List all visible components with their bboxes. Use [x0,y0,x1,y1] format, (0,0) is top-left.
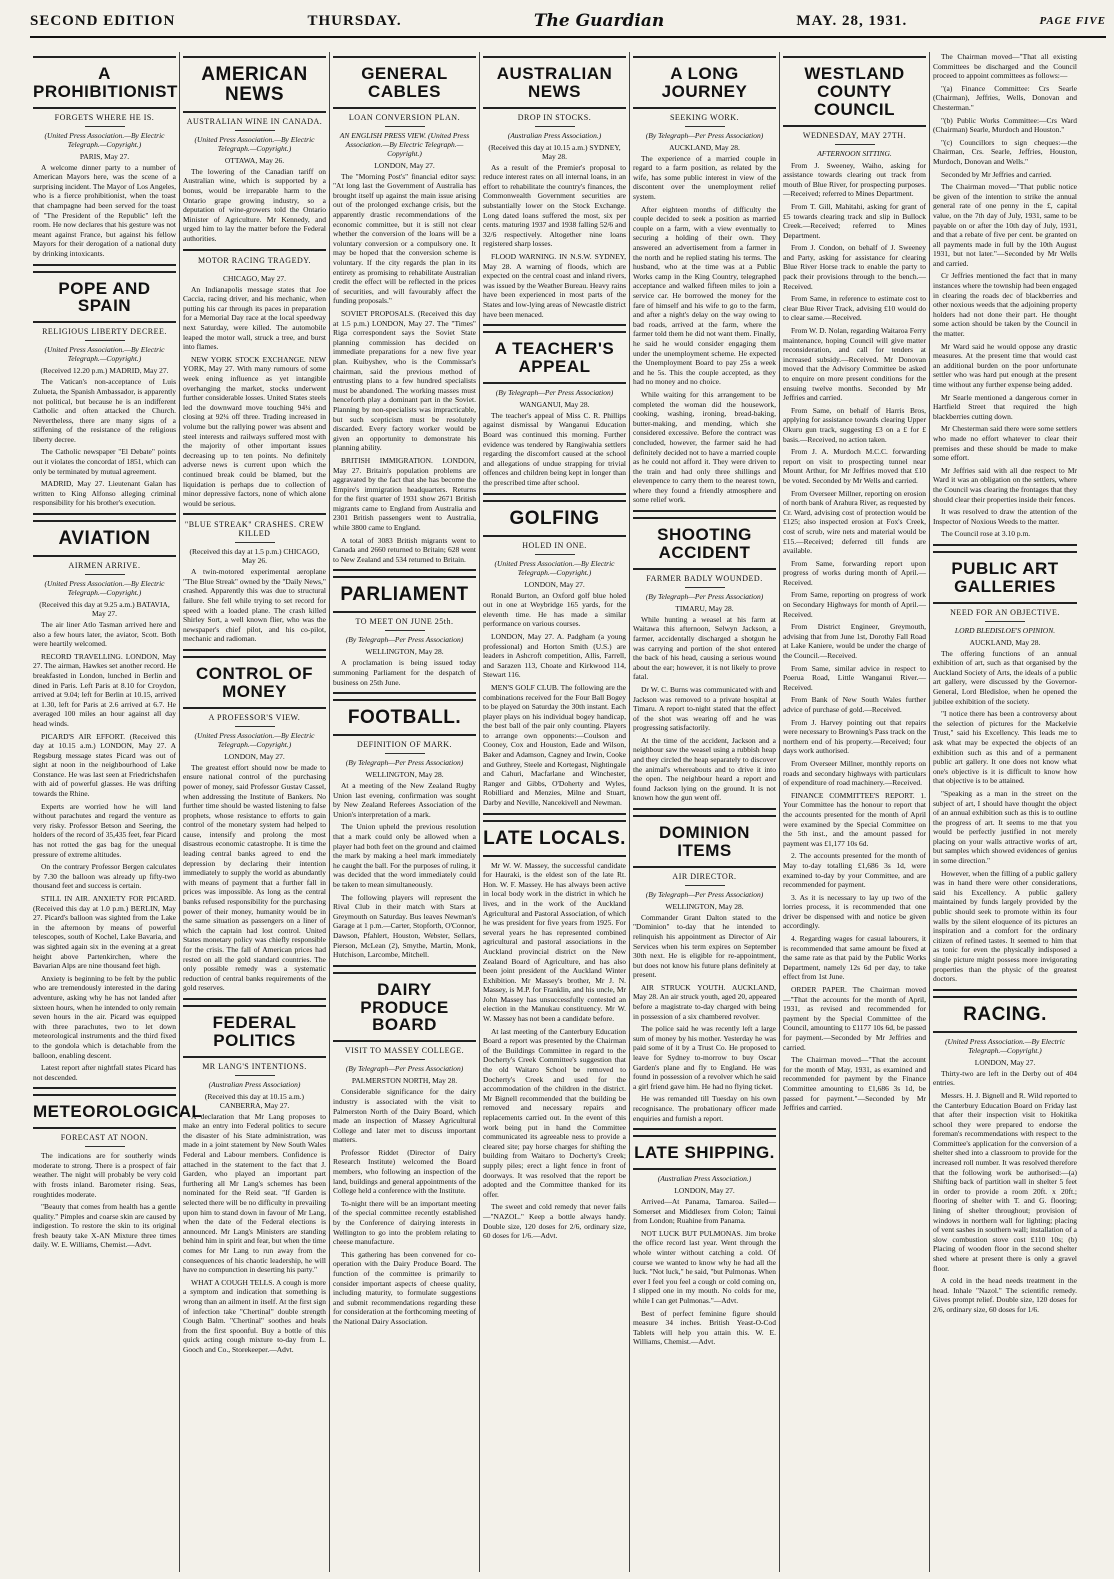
article [483,493,626,808]
short-rule [385,753,425,754]
article-subhead: A PROFESSOR'S VIEW. [208,712,301,722]
article-paragraph: The Chairman moved—"That the account for the month of May, 1931, as examined and recommended for payment by the Finance Committee amounting to £1,686 3s 1d, be passed for payment."—Seconded by Mr Jeffries and carried. [783,1055,926,1113]
article-paragraph: The following players will represent the Rival Club in their match with Stars at Greymouth on Saturday. Bus leaves Newman's Garage at 1 p.m.—Carter, Stopforth, O'Connor, Dawson, Pfahlert, Houston, Webster, Sellars, Pierson, McLean (2), Smythe, Martin, Monk, Hutchison, Larcombe, Mitchell. [333,892,476,960]
headline-box [183,656,326,709]
dateline: WELLINGTON, May 28. [665,901,744,911]
headline-box [633,1135,776,1170]
article-paragraph: A twin-motored experimental aeroplane "The Blue Streak" owned by the "Daily News," crashed. Apparently this was due to structural failure. She fell while trying to set record for speed with a loaded plane. The crash killed Shirley Sort, a well known flier, who was the newspaper's chief pilot, and his co-pilot, mechanic and radioman. [183,567,326,644]
article-paragraph: The offering functions of an annual exhibition of art, such as that organised by the Auckland Society of Arts, the ideals of a public art gallery, were discussed by the Governor-General, Lord Bledisloe, when he opened the jubilee exhibition of the society. [933,648,1077,706]
headline-box [33,1094,203,1129]
article-paragraph: Dr W. C. Burns was communicated with and Jackson was removed to a private hospital at Timaru. A report to-night stated that the effect of the shot was wearing off and he was progressing satisfactorily. [633,684,776,733]
headline-box [333,56,476,109]
article-subhead: LOAN CONVERSION PLAN. [348,112,461,122]
press-credit: (By Telegraph—Per Press Association) [645,130,764,140]
article-subhead: SEEKING WORK. [669,112,739,122]
article-paragraph: The indications are for southerly winds moderate to strong. There is a prospect of fair weather. The night will probably be very cold with frosts inland. Barometer rising. Seas, roughtides moderate. [33,1151,176,1199]
article [933,52,1077,539]
article-divider [933,544,1077,546]
press-credit: AN ENGLISH PRESS VIEW. (United Press Association.—By Electric Telegraph.—Copyright.) [339,130,470,158]
short-rule [685,587,725,588]
article-subhead: VISIT TO MASSEY COLLEGE. [344,1046,465,1056]
article [633,56,776,505]
article [183,513,326,644]
article-divider [483,493,626,495]
article [333,965,476,1327]
article-paragraph: FLOOD WARNING. IN N.S.W. SYDNEY, May 28. A warning of floods, which are expected on the central coast and inland rivers, was issued by the Weather Bureau. Heavy rains have been experienced in most parts of the States and low-lying areas of Newcastle district have been menaced. [483,252,626,319]
article-paragraph: 4. Regarding wages for casual labourers, it is recommended that same amount be fixed at the same rate as that paid by the Public Works Department, namely 12s 6d per day, to take effect from 1st June. [783,934,926,982]
short-rule [385,1059,425,1060]
article-paragraph: While hunting a weasel at his farm at Waitawa this afternoon, Selwyn Jackson, a farmer, accidentally discharged a shotgun he was carrying and portion of the shot entered the back of his head, causing a serious wound about the ear; however, it is not likely to prove fatal. [633,614,776,682]
article-subhead: HOLED IN ONE. [522,540,587,550]
article [183,998,326,1355]
article-paragraph: 2. The accounts presented for the month of May to-day totalling £1,686 3s 1d, were examined to-day by your Committee, and are recommended for payment. [783,851,926,890]
article-paragraph: Professor Riddet (Director of Dairy Research Institute) welcomed the Board members, who following an inspection of the land, buildings and general appointments of the College held a conference with the Institute. [333,1147,476,1196]
article-paragraph: From Overseer Millner, monthly reports on roads and secondary highways with particulars of expenditure of road machinery.—Received. [783,758,926,788]
article-paragraph: From J. Condon, on behalf of J. Sweeney and Party, asking for assistance for clearing Blue River Horse track to enable the party to pack their provisions through to the bench.—Received. [783,243,926,291]
day-label: THURSDAY. [307,12,402,29]
headline-box [633,815,776,868]
article-paragraph: ORDER PAPER. The Chairman moved—"That the accounts for the month of April, 1931, as revised and recommended for payment by the Special Committee of the Council, amounting to £1177 10s 6d, be passed for payment.—Seconded by Mr Jeffries and carried. [783,985,926,1052]
short-rule [385,630,425,631]
press-credit: (United Press Association.—By Electric Telegraph.—Copyright.) [194,730,315,749]
article-paragraph: NOT LUCK BUT PULMONAS. Jim broke the office record last year. Went through the whole winter without catching a cold. Of course we wanted to know why he had all the luck. "Not luck," he said, "but Pulmonas. When ever I feel you feel a cough or cold coming on, I slipped one in my mouth. No colds for me, while I can get Pulmonas."—Advt. [633,1228,776,1305]
article-paragraph: Mr W. W. Massey, the successful candidate for Hauraki, is the eldest son of the late Rt. Hon. W. F. Massey. He has always been active in local body work in the district in which he lives, and in the work of the Auckland Agricultural and Pastoral Association, of which he was president for five years from 1925. For several years he has represented combined agricultural and pastoral associations in the Auckland provincial district on the New Zealand Board of Agriculture, and has also been joint president of the Auckland Winter Exhibition. Mr Massey's brother, Mr J. N. Massey, is M.P. for Franklin, and his uncle, Mr John Massey has unsuccessfully contested an election in the Manukau constituency. Mr W. W. Massey has not been a candidate before. [483,860,626,1024]
dateline: LONDON, May 27. [674,1186,735,1196]
dateline: LONDON, May 27. [974,1057,1036,1067]
article [33,56,176,259]
article [333,692,476,960]
article-paragraph: At a meeting of the New Zealand Rugby Union last evening, confirmation was sought by New Zealand Referees Association of the Union's interpretation of a mark. [333,781,476,819]
press-credit: LORD BLEDISLOE'S OPINION. [954,625,1056,635]
press-credit: (Australian Press Association.) [507,130,602,140]
article-paragraph: From Same, reporting on progress of work on Secondary Highways for month of April.—Received. [783,590,926,619]
press-credit: (By Telegraph—Per Press Association) [345,635,464,645]
article-paragraph: From District Engineer, Greymouth, advising that from June 1st, Dorothy Fall Road at Lake Kaniere, would be under the charge of the Council.—Received. [783,622,926,661]
article-subhead: DROP IN STOCKS. [517,112,592,122]
dateline: (Received this day at 10.15 a.m.) SYDNEY, May 28. [488,142,621,161]
newspaper-title: The Guardian [533,11,665,31]
article-paragraph: The Union upheld the previous resolution that a mark could only be allowed when a player had both feet on the ground and claimed the mark by making a heel mark immediately he caught the ball. For the purposes of ruling, it was decided that the word immediately could be taken to mean simultaneously. [333,822,476,890]
dateline: AUCKLAND, May 28. [969,637,1041,647]
article-headline: DOMINION ITEMS [659,823,750,860]
article-subhead: AIR DIRECTOR. [672,871,737,881]
article-paragraph: The "Morning Post's" financial editor says: "At long last the Government of Australia has brought itself up against the main issue arising out of the prolonged exchange crisis, but the apparently drastic recommendations of the economic committee, but it is still not clear whether the conversion of the loans will be a voluntary conversion or a compulsory one. It may be hoped that the conversion scheme is voluntary. If the city regards the plan in its entirety as promising to rehabilitate Australian credit the effect will be reflected in the prices of securities, and will favourably affect the funding proposals." [333,171,476,306]
article-paragraph: "I notice there has been a controversy about the selection of pictures for the Mackelvie Trust," said his Excellency. This leads me to ask what may be expected the objects of an exhibition such as this and of a permanent public art gallery. It one does not know what one's objective is it is difficult to know how that objective is to be attained. [933,709,1077,786]
headline-box [633,517,776,570]
article-paragraph: MADRID, May 27. Lieutenant Galan has written to King Alfonso alleging criminal responsibility for his brother's execution. [33,479,176,508]
headline-box [483,500,626,537]
press-credit: (United Press Association.—By Electric Telegraph.—Copyright.) [494,558,615,577]
article-paragraph: Best of perfect feminine figure should measure 34 inches. British Yeast-O-Cod Tablets will help you attain this. W. E. Williams, Chemist.—Advt. [633,1308,776,1347]
article-divider [183,249,326,251]
article-headline: LATE LOCALS. [483,827,626,849]
press-credit: (By Telegraph—Per Press Association) [645,591,764,601]
article-paragraph: AIR STRUCK YOUTH. AUCKLAND, May 28. An air struck youth, aged 20, appeared before a magistrate to-day charged with being in possession of a six chambered revolver. [633,982,776,1021]
article-headline: AUSTRALIAN NEWS [496,64,613,101]
article-paragraph: Arrived—At Panama, Tamaroa. Sailed—Somerset and Middlesex from Colon; Tainui from London; Ruahine from Panama. [633,1197,776,1226]
dateline: WELLINGTON, May 28. [365,647,444,657]
headline-box [783,56,926,127]
article-headline: GOLFING [509,507,600,529]
article-paragraph: He was remanded till Tuesday on his own recognisance. The probationary officer made enquiries and furnish a report. [633,1094,776,1123]
article-paragraph: As a result of the Premier's proposal to reduce interest rates on all internal loans, in an effort to rehabilitate the country's finances, the Commonwealth Government securities are substantially lower on the Stock Exchange. Long dated loans suffered the most, six per cents. maturing 1937 and 1938 falling 52/6 and 32/6 respectively. Altogether nine loans registered sharp losses. [483,162,626,249]
article-paragraph: While waiting for this arrangement to be completed the woman did the housework, cooking, washing, ironing, bread-baking, butter-making, and mending, which she considered excessive. Before the contract was concluded, however, the farmer said he had definitely decided not to have a married couple as he could not afford it. They were driven to the train and had only three shillings and elevenpence to carry them to the nearest town, where they found a friendly atmosphere and some relief work. [633,389,776,505]
article-paragraph: Ronald Burton, an Oxford golf blue holed out in one at Weybridge 165 yards, for the eleventh time. He has made a similar performance on various courses. [483,590,626,629]
article-headline: GENERAL CABLES [361,64,448,101]
article-paragraph: LONDON, May 27. A. Padgham (a young professional) and Horton Smith (U.S.) are leaders in Ashcroft competition, Allis, Farrell, and Sarazen 113, Choate and Kirkwood 114, Stewart 116. [483,631,626,680]
article [483,56,626,319]
press-credit: (Australian Press Association) [208,1079,301,1089]
press-credit: (United Press Association.—By Electric Telegraph.—Copyright.) [945,1036,1065,1055]
article-paragraph: "(c) Councillors to sign cheques:—the Chairman, Crs. Searle, Jeffries, Houston, Murdoch, Donovan and Wells." [933,137,1077,166]
article-subhead: MR LANG'S INTENTIONS. [202,1061,307,1071]
article-headline: CONTROL OF MONEY [195,664,314,701]
article [483,324,626,487]
article-paragraph: The air liner Atlo Tasman arrived here and also a few hours later, the aviator, Scott. Both were heartily welcomed. [33,619,176,649]
article-divider [183,998,326,1000]
article-paragraph: From Same, similar advice in respect to Poerua Road, Little Wanganui River.—Received. [783,663,926,692]
headline-box [483,820,626,857]
article [633,510,776,803]
press-credit: (Australian Press Association.) [657,1174,752,1184]
article-divider [333,965,476,967]
press-credit: (By Telegraph—Per Press Association) [645,889,764,899]
article-paragraph: "Beauty that comes from health has a gentle quality." Pimples and coarse skin are caused by indigestion. To restore the skin to its original fresh beauty take X-AN Mixture three times daily. W. E. Williams, Chemist.—Advt. [33,1202,176,1250]
article [633,1128,776,1347]
article-paragraph: BRITISH IMMIGRATION. LONDON, May 27. Britain's population problems are aggravated by the fact that she has become the Empire's immigration headquarters. Returns for the first quarter of 1931 show 2671 British migrants came to England from Australia and 2301 British passengers went to Australia, while 3800 came to England. [333,455,476,533]
article-paragraph: Thirty-two are left in the Derby out of 404 entries. [933,1068,1077,1088]
article [183,56,326,244]
headline-box [33,271,176,324]
headline-box [183,1005,326,1058]
article-paragraph: However, when the filling of a public gallery was in hand there were other considerations, said his Excellency. A public gallery maintained by funds largely provided by the public should seek to promote within its four walls by the silent eloquence of its pictures an inspiration and a comfort for the ordinary citizen of refined tastes. It seemed to him that as tonic for even the physically indisposed a single picture might possess more invigorating properties than the physic of the greatest doctors. [933,868,1077,984]
dateline: (Received this day at 1.5 p.m.) CHICAGO, May 26. [189,547,320,566]
article-divider [33,513,176,515]
masthead [30,6,1106,38]
article-paragraph: Experts are worried how he will land without parachutes and regard the venture as very risky. Professor Betson and Seering, the holders of the record of 35,435 feet, fear Picard has not rotted the gas bag for the unequal pressure of extreme altitudes. [33,801,176,859]
article-paragraph: This gathering has been convened for co-operation with the Dairy Produce Board. The function of the committee is primarily to consider important aspects of cheese quality, including maturity, to formulate suggestions and submit recommendations regarding these for consideration at the forthcoming meeting of the National Dairy Association. [333,1249,476,1326]
headline-box [33,520,176,557]
article-paragraph: The sweet and cold remedy that never fails—"NAZOL." Keep a bottle always handy. Double size, 120 doses for 2/6, ordinary size, 60 doses for 1/6.—Advt. [483,1202,626,1241]
article-headline: WESTLAND COUNTY COUNCIL [804,64,905,119]
article-paragraph: A welcome dinner party to a number of American Mayors here, was the scene of a surprising incident. The Mayor of Los Angeles, who is a fierce prohibitionist, when the toast that champagne had been served for the toast of "The President of the Republic" left the room. He now declares that his gesture was not meant against France, but against his fellow Mayors for their derogation of a national duty by drinking intoxicants. [33,162,176,259]
article-paragraph: Mr Ward said he would oppose any drastic measures. At the present time that would cast an additional burden on the poor unfortunate settler who was hard put enough at the present time without any further expense being added. [933,341,1077,389]
article-divider [483,324,626,326]
article-subhead: FORECAST AT NOON. [60,1133,149,1143]
headline-box [333,576,476,613]
article-paragraph: The Chairman moved—"That all existing Committees be discharged and the Council proceed to appoint committees as follows:— [933,52,1077,81]
article-paragraph: On the contrary Professor Bergen calculates by 7.30 the balloon was already up fifty-two thousand feet and success is certain. [33,862,176,891]
article-paragraph: WHAT A COUGH TELLS. A cough is more a symptom and indication that something is wrong than an ailment in itself. At the first sign of infection take "Chertinal" double strength Cough Balm. "Chertinal" soothes and heals from the first spoonful. Buy a bottle of this quick acting cough mixture to-day from L. Gooch and Co., Storekeeper.—Advt. [183,1277,326,1354]
article-divider [333,569,476,571]
issue-date: MAY. 28, 1931. [796,12,908,29]
article-paragraph: From Same, on behalf of Harris Bros, applying for assistance towards clearing Upper Okuru gun track, suggesting £3 on a £ for £ basis.—Received, no action taken. [783,405,926,444]
article-headline: A TEACHER'S APPEAL [494,339,615,377]
column-7 [930,52,1080,1572]
article-paragraph: FINANCE COMMITTEE'S REPORT. 1. Your Committee has the honour to report that the accounts presented for the month of April were examined by the Special Committee on the 5th inst., and the amount passed for payment was £1,177 10s 6d. [783,790,926,848]
headline-box [483,331,626,384]
press-credit: (By Telegraph—Per Press Association) [345,758,464,768]
short-rule [85,574,125,575]
short-rule [85,1146,125,1147]
press-credit: (By Telegraph—Per Press Association) [345,1064,464,1074]
article-headline: SHOOTING ACCIDENT [657,525,752,562]
article [33,1087,203,1250]
dateline: LONDON, May 27. [524,579,585,589]
column-1 [30,52,203,1572]
article-subhead: WEDNESDAY, MAY 27TH. [802,130,907,140]
press-credit: (United Press Association.—By Electric Telegraph.—Copyright.) [44,130,165,149]
article-paragraph: Latest report after nightfall states Picard has not descended. [33,1063,176,1082]
article-paragraph: 3. As it is necessary to lay up two of the lorries process, it is recommended that one driver be dispensed with and notice be given accordingly. [783,892,926,931]
article-paragraph: To-night there will be an important meeting of the special committee recently established by the Conference of dairying interests in Wellington to go into the problem relating to cheese manufacture. [333,1198,476,1247]
short-rule [685,126,725,127]
article-paragraph: From W. D. Nolan, regarding Waitaroa Ferry maintenance, hoping Council will give matter reconsideration, and call for tenders at increased subsidy.—Received. Mr Donovan moved that the Advisory Committee be asked to enquire on more present conditions for the ensuing twelve months. Seconded by Mr Jeffries and carried. [783,326,926,403]
press-credit: AFTERNOON SITTING. [817,148,892,158]
headline-box [33,56,176,109]
article-divider [483,813,626,815]
article-headline: RACING. [963,1003,1047,1025]
article [183,249,326,509]
dateline: WELLINGTON, May 28. [365,770,444,780]
short-rule [85,340,125,341]
article-subhead: AUSTRALIAN WINE IN CANADA. [186,116,323,126]
short-rule [985,621,1025,622]
article-paragraph: From Same, in reference to estimate cost to clear Blue River Track, advising £10 would do to clear same.—Received. [783,294,926,323]
short-rule [235,269,275,270]
short-rule [235,130,275,131]
article-paragraph: A declaration that Mr Lang proposes to make an entry into Federal politics to secure the disaster of his State administration, was made in a joint statement by New South Wales Federal and Labour members. Confidence is attached in the statement to the fact that J. Garden, who played an important part furthering all Mr Lang's schemes has been nominated for the Reid seat. "If Garden is selected there will be no difficulty in prevailing upon him to stand down in favour of Mr Lang, when the date of the Federal elections is announced. Mr Lang's Ministers are standing behind him in spirit and fear, but when the time comes for Mr Lang to run away from the consequences of his chaotic leadership, he will have no compunction in deserting his party." [183,1111,326,1275]
press-credit: (By Telegraph—Per Press Association) [495,387,614,397]
article-paragraph: Mr Jeffries said with all due respect to Mr Ward it was an obligation on the settlers, where the Council was clearing the frontages that they should clear their properties inside their fences. [933,465,1077,504]
article-subhead: FORGETS WHERE HE IS. [54,112,155,122]
article-paragraph: RECORD TRAVELLING. LONDON, May 27. The airman, Hawkes set another record. He breakfasted in London, lunched in Berlin and dined in Paris. Left Paris at 8.10 for Croydon, arrived at 9.04; left for Berlin at 10.15, arrived at 1.30, left for Paris at 2.6 arrived at 6.7. He averaged 100 miles an hour against all day head winds. [33,651,176,728]
article-paragraph: The teacher's appeal of Miss C. R. Phillips against dismissal by Wanganui Education Board was continued this morning. Further evidence was tendered by Rangiwahia settlers regarding the discomfort caused at the school and allegations of undue strapping for trivial offences and children being kept in longer than the prescribed time after school. [483,410,626,488]
article-divider [333,692,476,694]
headline-box [933,551,1077,604]
article-paragraph: An Indianapolis message states that Joe Caccia, racing driver, and his mechanic, when putting his car through its paces in preparation for a Memorial Day race at the local speedway next Saturday, were killed. The automobile leaped the motor wall, struck a tree, and burst into flames. [183,284,326,352]
article-divider [33,264,176,266]
article-subhead: FARMER BADLY WOUNDED. [646,573,763,583]
article-paragraph: "Speaking as a man in the street on the subject of art, I should have thought the object of an annual exhibition such as this is to outline the progress of art. It seems to me that you would be perfectly justified in not merely placing on your walls attractive works of art, but samples which showed evidences of genius in some direction." [933,788,1077,866]
article-subhead: NEED FOR AN OBJECTIVE. [950,607,1060,617]
article-paragraph: The greatest effort should now be made to ensure national control of the purchasing power of money, said Professor Gustav Cassel, when addressing the Institute of Bankers. No further time should be wasted listening to false prophets, whose resistance to efforts to gain control of the monetary system had helped to cause, intensify and prolong the most disastrous economic catastrophe. It is time the leading central banks agreed to end the depression by declaring their intention immediately to supply the world as abundantly with means of payment that a further fall in prices was impossible. As long as the central banks refused responsibility for the purchasing power of their money, humanity would be in the same situation as passengers on a liner of which the captain had lost control. United States monetary policy was chiefly responsible for the crisis. The fall of American prices had rested on all the gold standard countries. The only possible remedy was a systematic reduction of central banks requirements of the gold reserves. [183,762,326,993]
article [483,813,626,1241]
article-divider [933,989,1077,991]
article-paragraph: The lowering of the Canadian tariff on Australian wine, which is supported by a bonus, would be irreparable harm to the Ontario grape growing industry, so a deputation of wine-growers told the Ontario Minister of Agriculture. Mr Kennedy, and urged him to lay the matter before the Federal authorities. [183,166,326,244]
dateline: (Received this day at 9.25 a.m.) BATAVIA, May 27. [39,599,170,618]
press-credit: (United Press Association.—By Electric Telegraph.—Copyright.) [44,578,165,597]
article-divider [33,1087,176,1089]
dateline: PARIS, May 27. [79,151,130,161]
article [633,808,776,1123]
newspaper-columns [30,52,1106,1572]
article-headline: A PROHIBITIONIST [33,64,178,101]
article [783,56,926,1113]
short-rule [535,554,575,555]
edition-label: SECOND EDITION [30,12,176,29]
dateline: TIMARU, May 28. [675,603,734,613]
column-6 [780,52,930,1572]
dateline: (Received 12.20 p.m.) MADRID, May 27. [40,366,169,376]
article [933,544,1077,984]
headline-box [633,56,776,109]
article-paragraph: A cold in the head needs treatment in the head. Inhale "Nazol." The scientific remedy. Gives prompt relief. Double size, 120 doses for 2/6, ordinary size, 60 doses for 1/6. [933,1276,1077,1314]
short-rule [235,726,275,727]
article-subhead: AIRMEN ARRIVE. [68,560,141,570]
press-credit: (United Press Association.—By Electric Telegraph.—Copyright.) [194,134,315,153]
dateline: (Received this day at 10.15 a.m.) CANBERRA, May 27. [204,1091,305,1110]
short-rule [385,126,425,127]
article-paragraph: The Vatican's non-acceptance of Luis Zulueta, the Spanish Ambassador, is apparently not political, but because he is an indifferent Catholic and often attacked the Church. Nevertheless, there are many signs of a stiffening of the resistance of the religious liberty decree. [33,377,176,444]
short-rule [685,885,725,886]
article-paragraph: At last meeting of the Canterbury Education Board a report was presented by the Chairman of the Buildings Committee in regard to the Docherty's Creek Committee's suggestion that the old Waitaro School be removed to Docherty's Creek and used for the accommodation of the children in the district. Mr Bignell recommended that the building be removed and necessary repairs and replacements carried out. In the event of this work being put in hand the Committee communicated its agreeable ness to provide a cleared site; pay horse charges for shifting the building from Waitaro to Docherty's Creek; supply piles; erect a light fence in front of doorways. It was resolved that the report be adopted and the Committee thanked for its offer. [483,1026,626,1199]
article-headline: AMERICAN NEWS [201,64,308,105]
dateline: AUCKLAND, May 28. [669,142,740,152]
article-paragraph: The police said he was recently left a large sum of money by his mother. Yesterday he was paid some of it by a Trust Co. He proposed to leave for Sydney to-morrow to buy Oscar Garden's plane and fly to England. He was found in possession of a revolver which he said a girl friend gave him. He had no flying ticket. [633,1024,776,1091]
article-subhead: TO MEET ON JUNE 25th. [355,617,454,627]
article-paragraph: From J. A. Murdoch M.C.C. forwarding report on visit to prospecting tunnel near Mount Arthur, for Mr Jeffries moved that £10 be voted. Seconded by Mr Wells and carried. [783,447,926,485]
dateline: PALMERSTON NORTH, May 28. [351,1076,458,1086]
headline-box [183,56,326,113]
article-divider [183,649,326,651]
article-divider [633,1128,776,1130]
article-headline: A LONG JOURNEY [661,64,748,101]
article [33,513,176,1082]
article-paragraph: Anxiety is beginning to be felt by the public who are tremendously interested in the daring adventure, asking why he has not landed after sixteen hours, when he intended to only remain seven hours in the air. Picard was equipped with three parachutes, two to let down meteorological instruments and the third fixed to the gondola which is detachable from the balloon, enabling descent. [33,973,176,1060]
article-headline: POPE AND SPAIN [58,278,151,316]
article [933,989,1077,1315]
article-paragraph: Seconded by Mr Jeffries and carried. [941,169,1052,179]
article-headline: PUBLIC ART GALLERIES [951,558,1059,596]
article-headline: LATE SHIPPING. [634,1143,775,1163]
article-paragraph: The Chairman moved—"That public notice be given of the intention to strike the annual general rate of one penny in the £, capital value, on the 7th day of July, 1931, same to be payable on or after the 10th day of July, 1931, and that a rebate of five per cent. be granted on all payments made in full by the 10th August 1931, but not later."—Seconded by Mr Wells and carried. [933,182,1077,268]
short-rule [235,1075,275,1076]
article-paragraph: From T. Gill, Mahitahi, asking for grant of £5 towards clearing track and slip in Bullock Creek.—Received; referred to Mines Department. [783,201,926,240]
article-paragraph: From Bank of New South Wales further advice of purchase of gold.—Received. [783,695,926,714]
article-paragraph: The Council rose at 3.10 p.m. [941,529,1031,539]
article-headline: FEDERAL POLITICS [212,1012,297,1050]
article-headline: METEOROLOGICAL [33,1102,203,1122]
short-rule [235,542,275,543]
column-4 [480,52,630,1572]
article-divider [633,808,776,810]
article-paragraph: It was resolved to draw the attention of the Inspector of Noxious Weeds to the matter. [933,507,1077,526]
article-paragraph: NEW YORK STOCK EXCHANGE. NEW YORK, May 27. With many rumours of some week ening influence as yet intangible overhanging the market, stocks underwent further considerable losses. United States steels led the downward move touching 94¼ and closing at 92¼ off three. Trading increased in volume but the rallying power was absent and steel interests and railways suffered most with the majority of other important issues decreasing up to ten points. No definitely adverse news is current upon which the continued break could be blamed, but the liquidation is perhaps due to collection of minor depressive factors, none of which alone would be serious. [183,354,326,508]
article-headline: FOOTBALL. [347,707,462,729]
short-rule [535,126,575,127]
column-5 [630,52,780,1572]
article-paragraph: After eighteen months of difficulty the couple decided to seek a position as married couple on a farm, with a view eventually to securing a holding of their own. They answered an advertisement from a farmer in the north and he replied stating his terms. The husband, who at the time was at a Public Works camp in the King Country, telegraphed acceptance and walked fifteen miles to join a service car. He borrowed the money for the fare of himself and his wife to go to the farm, and after a night's delay on the way owing to bad roads, arrived at the farm, where the farmer told them he did not want them. Finally, he said he would consider engaging them under the unemployment scheme. He expected the Unemployment Board to pay 25s a week and he 5s. This the couple accepted, as they had no money and no choice. [633,204,776,387]
article-paragraph: The Catholic newspaper "El Debate" points out it violates the concordat of 1851, which can only be terminated by mutual agreement. [33,447,176,476]
article-divider [633,510,776,512]
dateline: WANGANUI, May 28. [519,399,590,409]
article-paragraph: STILL IN AIR. ANXIETY FOR PICARD. (Received this day at 1.0 p.m.) BERLIN, May 27. Picard's balloon was sighted from the Lake in the afternoon by means of powerful telescopes, south of Kochel, Lake Bavaria, and was sighted again six in the evening at a great height above Partenkirchen, where the Bavarian Alps are nine thousand feet high. [33,894,176,971]
headline-box [333,699,476,736]
article-headline: PARLIAMENT [340,584,469,606]
short-rule [85,126,125,127]
page-number: PAGE FIVE [1039,15,1106,27]
dateline: LONDON, May 27. [224,751,285,761]
article-subhead: MOTOR RACING TRAGEDY. [198,255,311,265]
article-paragraph: Commander Grant Dalton stated to the "Dominion" to-day that he intended to relinquish his appointment as Director of Air Services when his term expires on September 30th next. He is eligible for re-appointment, but does not know his future plans definitely at present. [633,912,776,980]
headline-box [483,56,626,109]
article-paragraph: From J. Harvey pointing out that repairs were necessary to Browning's Pass track on the northern end of his property.—Received; four days work authorised. [783,717,926,756]
article-paragraph: Messrs. H. J. Bignell and R. Wild reported to the Canterbury Education Board on Friday last that after their inspection visit to Hokitika school they were prepared to endorse the foreman's recommendations with respect to the Committee's application for the conversion of a shelter shed into a classroom to provide for the increased roll number. It was resolved therefore that the following work be authorised:—(a) Shifting back of partition wall in shelter 5 feet in order to provide a room 20ft. x 20ft.; flooring of shelter with T. and G. flooring; lining of shelter throughout; provision of windows in northern wall for lighting; placing of vent sashes in southern wall; installation of a slow combustion stove cost £110 10s; (b) Placing of wooden floor in the second shelter shed where at present there is only a gravel floor. [933,1090,1077,1273]
article-subhead: DEFINITION OF MARK. [356,740,453,750]
dateline: LONDON, May 27. [374,160,435,170]
article-paragraph: MEN'S GOLF CLUB. The following are the combinations received for the Four Ball Bogey to be played on Saturday the 30th instant. Each player plays on his individual bogey handicap, the best ball of the pair only counting. Players to arrange own opponents:—Coulson and Cooney, Cox and Houston, Eade and Wilson, Baker and Adamson, Cagney and Irwin, Cooke and Guthrey, Steele and Kortegast, Nightingale and Cahuri, Macfarlane and Winchester, Ranger and Gibbs, O'Doherty and Wyles, Robilliard and Menzies, Milne and Stuart, Darby and Neville, Nancekivell and Newman. [483,682,626,808]
article-divider [183,513,326,515]
article-headline: DAIRY PRODUCE BOARD [360,979,449,1035]
headline-box [333,972,476,1043]
article [333,569,476,687]
article-paragraph: A proclamation is being issued today summoning Parliament for the despatch of business on 25th June. [333,658,476,687]
article-paragraph: The experience of a married couple in regard to a farm position, as related by the wife, has some public interest in view of the discontent over the unemployment relief system. [633,153,776,202]
article-paragraph: Considerable significance for the dairy industry is associated with the visit to Palmerston North of the Dairy Board, which made an inspection of Massey Agricultural College and later met to discuss important matters. [333,1087,476,1145]
article-subhead: RELIGIOUS LIBERTY DECREE. [42,327,167,337]
article-paragraph: At the time of the accident, Jackson and a neighbour saw the weasel using a rubbish heap and they circled the heap separately to discover the animal's whereabouts and to drive it into the open. The neighbour heard a report and found Jackson lying on the ground. It is not known how the gun went off. [633,735,776,803]
article-headline: AVIATION [58,528,151,550]
article-paragraph: A total of 3083 British migrants went to Canada and 2660 returned to Britain; 628 went to New Zealand and 534 returned to Britain. [333,535,476,564]
dateline: CHICAGO, May 27. [223,273,286,283]
column-2 [180,52,330,1572]
dateline: OTTAWA, May 26. [224,155,285,165]
article-subhead: "BLUE STREAK" CRASHES. CREW KILLED [184,520,325,539]
article-paragraph: Mr Searle mentioned a dangerous corner in Hartfield Street that required the high blackberries cutting down. [933,392,1077,421]
article-paragraph: PICARD'S AIR EFFORT. (Received this day at 10.15 a.m.) LONDON, May 27. A Regsburg message states Picard was out of sight at noon in the neighbourhood of Lake Constance. He was last seen at Friedrichshafen with aid of powerful glasses. He was drifting towards the Rhine. [33,731,176,799]
article [333,56,476,564]
article-paragraph: "(a) Finance Committee: Crs Searle (Chairman), Jeffries, Wells, Donovan and Chesterman." [933,83,1077,112]
article-paragraph: From Overseer Millner, reporting on erosion of north bank of Arahura River, as requested by Cr. Ward, advising cost of protection would be £125; also inspected erosion at Fox's Creek, cost of scrub, wire nets and material would be £15.—Received; deferred till funds are available. [783,488,926,556]
article [183,649,326,993]
article-paragraph: SOVIET PROPOSALS. (Received this day at 1.5 p.m.) LONDON, May 27. The "Times" Riga correspondent says the Soviet State planning commission has decided on immediate preparations for a new five year plan. Kuibyshev, who is the Commissar's chairman, said the previous method of entrusting plans to a few hundred specialists must be abandoned. The working masses must henceforth play a dominant part in the Soviet. Planning by non-specialists was impracticable, but such scepticism must be resolutely discarded. Every factory worker would be given an opportunity to demonstrate his planning ability. [333,309,476,453]
column-3 [330,52,480,1572]
short-rule [835,144,875,145]
headline-box [933,996,1077,1033]
article-paragraph: "(b) Public Works Committee:—Crs Ward (Chairman) Searle, Murdoch and Houston." [933,115,1077,135]
press-credit: (United Press Association.—By Electric Telegraph.—Copyright.) [44,345,165,364]
article-paragraph: From Same, forwarding report upon progress of works during month of April.—Received. [783,558,926,587]
article-paragraph: Mr Chesterman said there were some settlers who made no effort whatever to clear their premises and these should be made to make some effort. [933,424,1077,463]
article-paragraph: Cr Jeffries mentioned the fact that in many instances where the township had been engaged in clearing the roads dec of blackberries and other noxious weeds that the adjoining property holders had not done their part. He thought some action should be taken by the Council in the matter. [933,271,1077,339]
article-paragraph: From J. Sweeney, Waiho, asking for assistance towards clearing out track from mouth of Blue River, for prospecting purposes.—Received; referred to Mines Department. [783,160,926,199]
article [33,264,176,508]
